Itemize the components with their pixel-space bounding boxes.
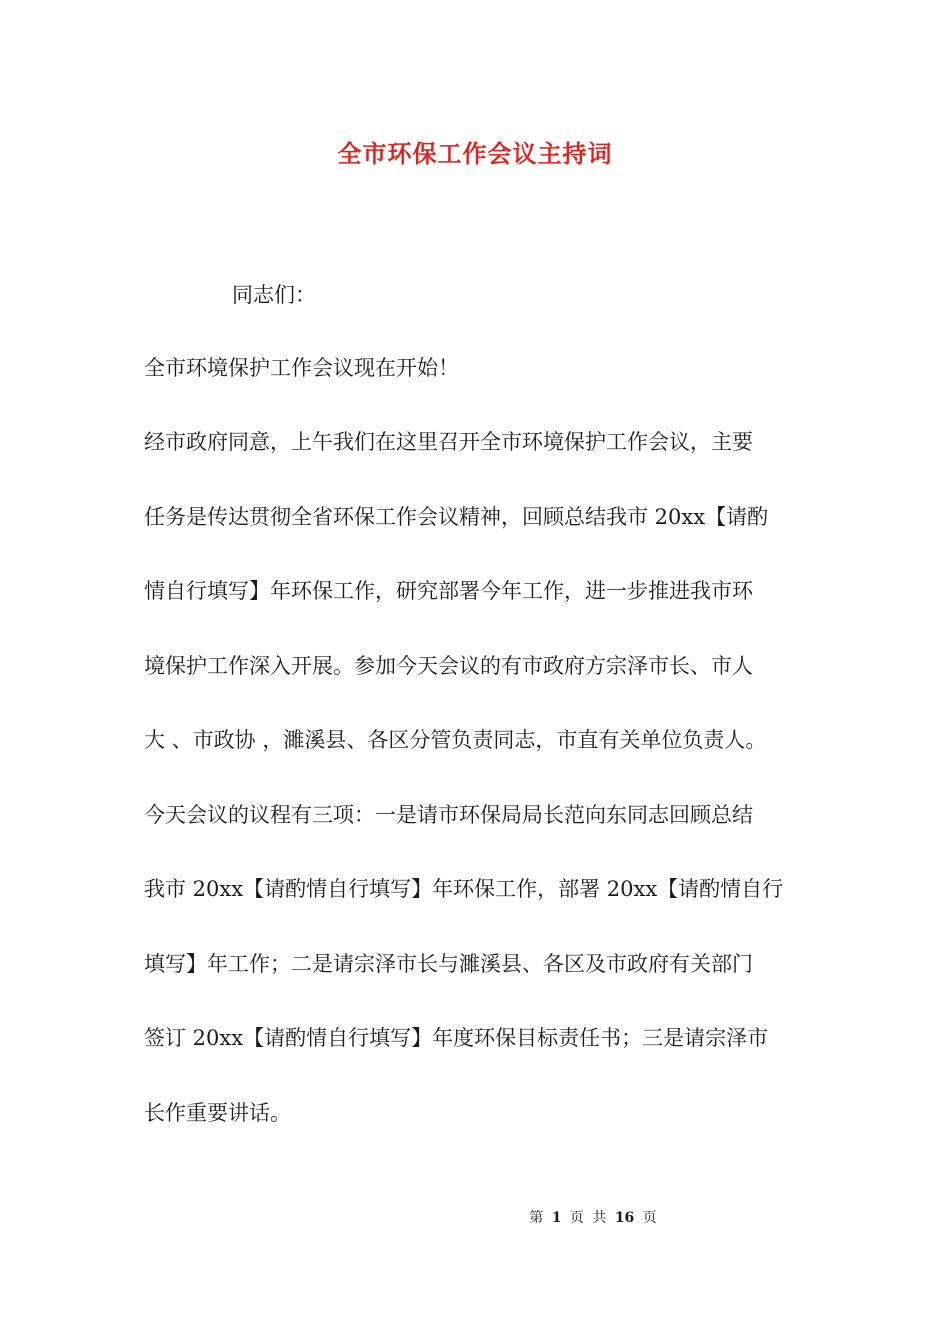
paragraph-line: 情自行填写】年环保工作，研究部署今年工作，进一步推进我市环 <box>144 579 753 603</box>
paragraph-line: 任务是传达贯彻全省环保工作会议精神，回顾总结我市 20xx【请酌 <box>144 505 769 529</box>
paragraph-line: 签订 20xx【请酌情自行填写】年度环保目标责任书；三是请宗泽市 <box>144 1026 769 1050</box>
paragraph-line: 我市 20xx【请酌情自行填写】年环保工作，部署 20xx【请酌情自行 <box>144 877 784 901</box>
greeting: 同志们： <box>232 283 316 307</box>
paragraph-line: 经市政府同意，上午我们在这里召开全市环境保护工作会议，主要 <box>144 430 753 454</box>
footer-middle: 页 共 <box>569 1210 607 1226</box>
paragraph-line: 全市环境保护工作会议现在开始！ <box>144 356 459 380</box>
total-pages-number: 16 <box>614 1210 635 1226</box>
paragraph-line: 今天会议的议程有三项：一是请市环保局局长范向东同志回顾总结 <box>144 803 753 827</box>
current-page-number: 1 <box>551 1210 562 1226</box>
paragraph-line: 填写】年工作；二是请宗泽市长与濉溪县、各区及市政府有关部门 <box>144 952 753 976</box>
footer-suffix: 页 <box>642 1210 657 1226</box>
paragraph-line: 长作重要讲话。 <box>144 1101 291 1125</box>
page-footer <box>0 1208 950 1228</box>
document-title: 全市环保工作会议主持词 <box>337 139 613 168</box>
footer-prefix: 第 <box>529 1210 544 1226</box>
paragraph-line: 境保护工作深入开展。参加今天会议的有市政府方宗泽市长、市人 <box>144 654 753 678</box>
paragraph-line: 大 、市政协 ，濉溪县、各区分管负责同志，市直有关单位负责人。 <box>144 728 767 752</box>
